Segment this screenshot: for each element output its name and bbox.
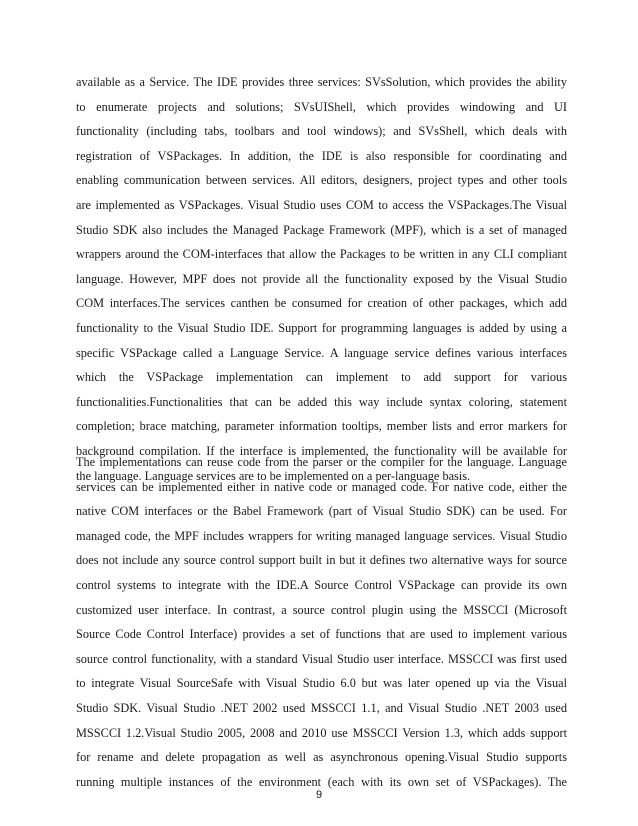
text-line: services can be implemented either in native code or managed code. For native code, either the [76,479,567,494]
text-line: does not include any source control support built in but it defines two alternative ways for source [76,553,567,568]
text-line: to integrate Visual SourceSafe with Visual Studio 6.0 but was later opened up via the Visual [76,676,567,691]
text-line: Studio SDK also includes the Managed Package Framework (MPF), which is a set of managed [76,222,567,237]
text-line: MSSCCI 1.2.Visual Studio 2005, 2008 and 2010 use MSSCCI Version 1.3, which adds support [76,725,567,740]
text-line: the language. Language services are to be implemented on a per-language basis. [76,468,471,483]
paragraph-1 [76,70,567,488]
text-line: source control functionality, with a standard Visual Studio user interface. MSSCCI was first used [76,651,567,666]
text-line: Source Code Control Interface) provides a set of functions that are used to implement various [76,627,567,642]
text-line: are implemented as VSPackages. Visual Studio uses COM to access the VSPackages.The Visual [76,197,567,212]
text-line: functionalities.Functionalities that can be added this way include syntax coloring, statement [76,394,567,409]
text-line: specific VSPackage called a Language Service. A language service defines various interfaces [76,345,567,360]
text-line: wrappers around the COM-interfaces that allow the Packages to be written in any CLI compliant [76,247,567,262]
text-line: customized user interface. In contrast, a source control plugin using the MSSCCI (Microsoft [76,602,567,617]
text-line: background compilation. If the interface is implemented, the functionality will be available for [76,443,567,458]
text-line: registration of VSPackages. In addition, the IDE is also responsible for coordinating and [76,148,567,163]
text-line: running multiple instances of the environment (each with its own set of VSPackages). The [76,774,567,789]
paragraph-2 [76,450,567,794]
text-line: Studio SDK. Visual Studio .NET 2002 used MSSCCI 1.1, and Visual Studio .NET 2003 used [76,700,567,715]
text-line: for rename and delete propagation as well as asynchronous opening.Visual Studio supports [76,750,567,765]
text-line: completion; brace matching, parameter information tooltips, member lists and error markers for [76,419,567,434]
text-line: functionality (including tabs, toolbars and tool windows); and SVsShell, which deals with [76,124,567,139]
text-line: functionality to the Visual Studio IDE. Support for programming languages is added by using a [76,320,567,335]
text-line: native COM interfaces or the Babel Framework (part of Visual Studio SDK) can be used. For [76,504,567,519]
text-line: available as a Service. The IDE provides three services: SVsSolution, which provides the ability [76,75,567,89]
text-line: which the VSPackage implementation can implement to add support for various [76,370,567,385]
text-line: enabling communication between services. All editors, designers, project types and other tools [76,173,567,188]
text-line: language. However, MPF does not provide all the functionality exposed by the Visual Studio [76,271,567,286]
text-line: to enumerate projects and solutions; SVsUIShell, which provides windowing and UI [76,99,567,114]
text-line: control systems to integrate with the IDE.A Source Control VSPackage can provide its own [76,577,567,592]
text-line: The implementations can reuse code from the parser or the compiler for the language. Language [76,455,567,469]
text-line: managed code, the MPF includes wrappers for writing managed language services. Visual Studio [76,528,567,543]
page-number: 9 [315,789,323,801]
text-line: COM interfaces.The services canthen be consumed for creation of other packages, which add [76,296,567,311]
